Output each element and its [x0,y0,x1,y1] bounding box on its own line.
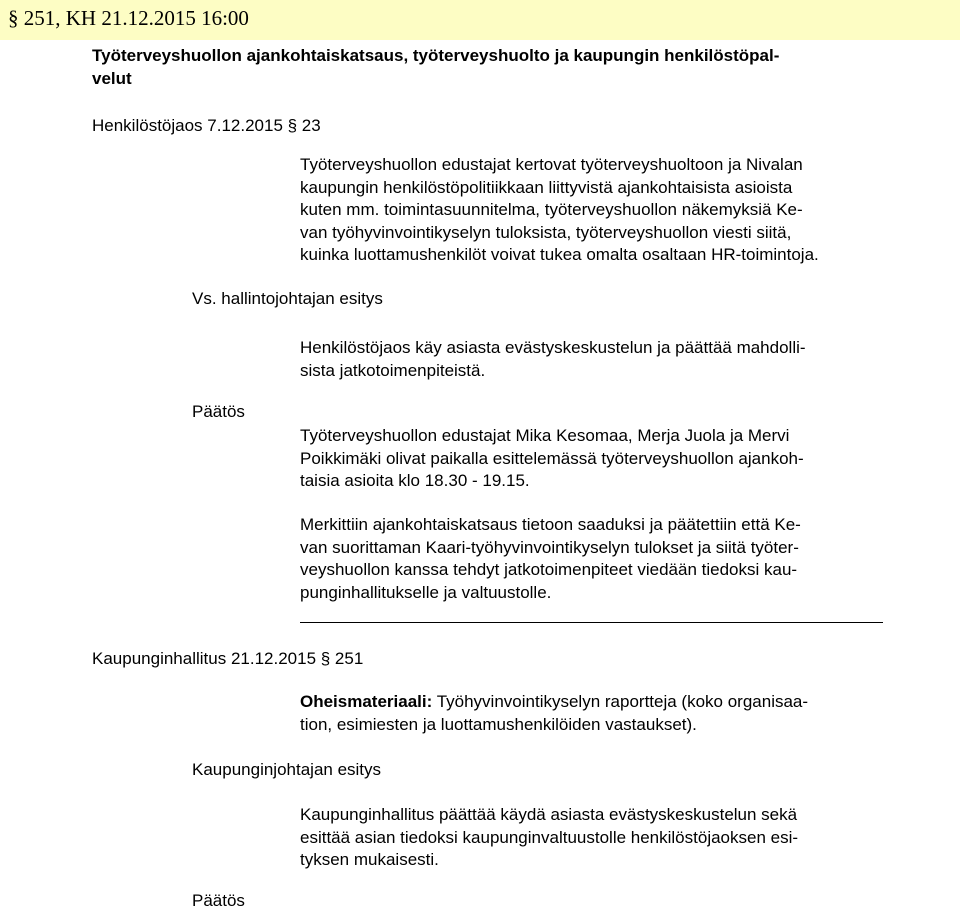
section-number: § 251, KH 21.12.2015 16:00 [8,6,249,30]
text-line: Henkilöstöjaos käy asiasta evästyskeskustelun ja päättää mahdolli- [300,338,806,357]
kh-proposal-label: Kaupunginjohtajan esitys [192,760,382,779]
hj-decision-paragraph-2 [300,514,890,604]
attachment-text: Työhyvinvointikyselyn raportteja (koko organisaa- [432,692,809,711]
text-line: Poikkimäki olivat paikalla esittelemässä työterveyshuollon ajankoh- [300,448,804,468]
hj-proposal-label: Vs. hallintojohtajan esitys [192,289,383,308]
hj-intro-paragraph [300,154,890,267]
text-line: Merkittiin ajankohtaiskatsaus tietoon saaduksi ja päätettiin että Ke- [300,515,801,534]
text-line: kuten mm. toimintasuunnitelma, työterveyshuollon näkemyksiä Ke- [300,200,803,219]
hj-proposal-paragraph [300,337,890,382]
text-line: van suorittaman Kaari-työhyvinvointikyselyn tulokset ja siitä työter- [300,537,799,557]
text-line: Kaupunginhallitus päättää käydä asiasta evästyskeskustelun sekä [300,805,798,824]
kh-proposal-paragraph [300,804,890,872]
text-line: tyksen mukaisesti. [300,850,439,869]
text-line: esittää asian tiedoksi kaupunginvaltuustolle henkilöstöjaoksen esi- [300,827,799,847]
text-line: Työterveyshuollon edustajat kertovat työterveyshuoltoon ja Nivalan [300,155,803,174]
kh-decision-label: Päätös [192,891,245,910]
text-line: Työterveyshuollon edustajat Mika Kesomaa, Merja Juola ja Mervi [300,426,790,445]
hj-meeting-label: Henkilöstöjaos 7.12.2015 § 23 [92,116,321,135]
kh-attachment-paragraph [300,691,890,736]
text-line: taisia asioita klo 18.30 - 19.15. [300,471,530,490]
attachment-label: Oheismateriaali: [300,692,433,711]
page-title [92,44,892,90]
text-line: kuinka luottamushenkilöt voivat tukea omalta osaltaan HR-toimintoja. [300,245,819,264]
section-header [0,0,960,40]
text-line: kaupungin henkilöstöpolitiikkaan liittyvistä ajankohtaisista asioista [300,177,793,197]
separator-line [300,622,883,623]
title-line: Työterveyshuollon ajankohtaiskatsaus, työterveyshuolto ja kaupungin henkilöstöpal- [92,46,780,65]
hj-decision-paragraph-1 [300,425,890,493]
text-line: sista jatkotoimenpiteistä. [300,360,486,380]
text-line: veyshuollon kanssa tehdyt jatkotoimenpiteet viedään tiedoksi kau- [300,560,798,579]
title-line: velut [92,69,132,88]
kh-meeting-label: Kaupunginhallitus 21.12.2015 § 251 [92,649,364,668]
hj-decision-label: Päätös [192,402,245,421]
text-line [300,691,890,714]
text-line: tion, esimiesten ja luottamushenkilöiden vastaukset). [300,714,697,734]
text-line: van työhyvinvointikyselyn tuloksista, työterveyshuollon viesti siitä, [300,222,792,242]
text-line: punginhallitukselle ja valtuustolle. [300,582,552,602]
